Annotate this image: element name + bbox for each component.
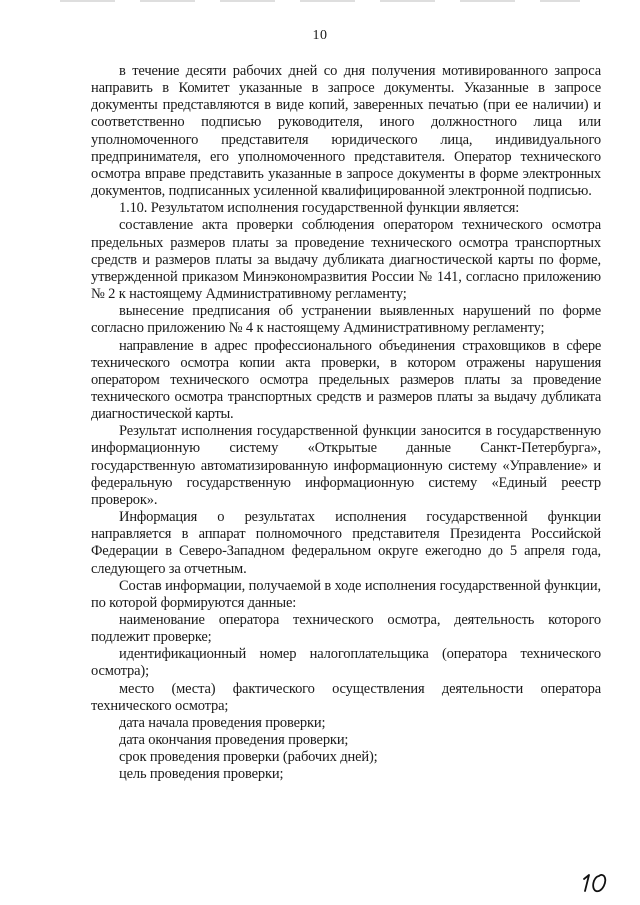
- handwritten-page-mark: [580, 869, 614, 895]
- paragraph-request-documents: в течение десяти рабочих дней со дня получения мотивированного запроса направить в Комитет указанные в запросе документы. Указанные в запросе документы представляются в виде копий, заверенных печатью (при ее наличии) и соответственно подписью руководителя, иного должностного лица или уполномоченного представителя юридического лица, индивидуального предпринимателя, его уполномоченного представителя. Оператор технического осмотра вправе представить указанные в запросе документы в форме электронных документов, подписанных усиленной квалифицированной электронной подписью.: [91, 63, 601, 200]
- page-number: 10: [312, 28, 328, 43]
- paragraph-result-registration: Результат исполнения государственной функции заносится в государственную информационную систему «Открытые данные Санкт-Петербурга», государственную автоматизированную информационную систему «Управление» и федеральную государственную информационную систему «Единый реестр проверок».: [91, 423, 601, 508]
- list-item-start-date: дата начала проведения проверки;: [119, 714, 326, 731]
- list-item-activity-location: место (места) фактического осуществления деятельности оператора технического осмотра;: [91, 680, 601, 714]
- list-item-duration: срок проведения проверки (рабочих дней);: [119, 749, 378, 766]
- paragraph-insurers-notice: направление в адрес профессионального объединения страховщиков в сфере технического осмотра копии акта проверки, в котором отражены нарушения оператором технического осмотра предельных размеров платы за проведение технического осмотра транспортных средств и размеров платы за выдачу дубликата диагностической карты.: [91, 337, 601, 423]
- top-scan-rule: [60, 0, 580, 2]
- paragraph-result-heading: 1.10. Результатом исполнения государственной функции является:: [119, 200, 520, 217]
- paragraph-inspection-act: составление акта проверки соблюдения оператором технического осмотра предельных размеров платы за проведение технического осмотра транспортных средств и размеров платы за выдачу дубликата диагностической карты по форме, утвержденной приказом Минэкономразвития России № 141, согласно приложению № 2 к настоящему Административному регламенту;: [91, 217, 601, 303]
- paragraph-order-issuance: вынесение предписания об устранении выявленных нарушений по форме согласно приложению № 4 к настоящему Административному регламенту;: [91, 303, 601, 337]
- document-body: [91, 63, 601, 784]
- list-item-operator-name: наименование оператора технического осмотра, деятельность которого подлежит проверке;: [91, 612, 601, 646]
- paragraph-information-composition: Состав информации, получаемой в ходе исполнения государственной функции, по которой формируются данные:: [91, 577, 601, 611]
- paragraph-results-information: Информация о результатах исполнения государственной функции направляется в аппарат полномочного представителя Президента Российской Федерации в Северо-Западном федеральном округе ежегодно до 5 апреля года, следующего за отчетным.: [91, 509, 601, 577]
- list-item-purpose: цель проведения проверки;: [119, 766, 284, 783]
- list-item-taxpayer-number: идентификационный номер налогоплательщика (оператора технического осмотра);: [91, 646, 601, 680]
- list-item-end-date: дата окончания проведения проверки;: [119, 732, 349, 749]
